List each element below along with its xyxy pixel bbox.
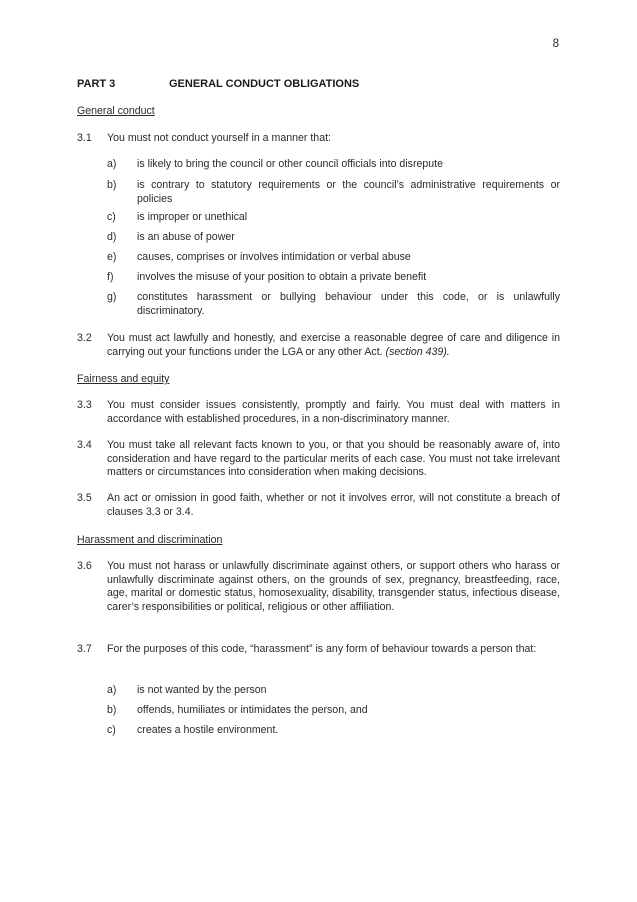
clause-text: An act or omission in good faith, whether or not it involves error, will not constitute a breach of clauses 3.3 or 3.4. bbox=[107, 492, 560, 518]
list-item-3-7-b bbox=[107, 704, 560, 718]
list-text: offends, humiliates or intimidates the person, and bbox=[137, 704, 368, 716]
section-heading-harassment: Harassment and discrimination bbox=[77, 534, 223, 546]
list-item-3-1-g bbox=[107, 291, 560, 318]
section-heading-general-conduct: General conduct bbox=[77, 105, 155, 117]
clause-number: 3.6 bbox=[77, 560, 92, 572]
list-text: is likely to bring the council or other council officials into disrepute bbox=[137, 158, 444, 170]
part-header bbox=[77, 78, 360, 92]
clause-body: You must act lawfully and honestly, and exercise a reasonable degree of care and diligence in carrying out your functions under the LGA or any other Act. bbox=[107, 332, 560, 358]
list-item-3-1-d bbox=[107, 231, 560, 245]
list-item-3-1-f bbox=[107, 271, 560, 285]
list-letter: g) bbox=[107, 291, 117, 303]
clause-text bbox=[107, 332, 560, 359]
list-letter: b) bbox=[107, 179, 117, 191]
list-letter: f) bbox=[107, 271, 114, 283]
clause-number: 3.3 bbox=[77, 399, 92, 411]
list-item-3-7-c bbox=[107, 724, 560, 738]
list-text: is an abuse of power bbox=[137, 231, 235, 243]
list-item-3-1-e bbox=[107, 251, 560, 265]
clause-text: You must consider issues consistently, promptly and fairly. You must deal with matters in accordance with established procedures, in a non-discriminatory manner. bbox=[107, 399, 560, 425]
list-letter: a) bbox=[107, 684, 117, 696]
list-text: causes, comprises or involves intimidation or verbal abuse bbox=[137, 251, 411, 263]
list-text: is improper or unethical bbox=[137, 211, 248, 223]
list-letter: a) bbox=[107, 158, 117, 170]
clause-3-1 bbox=[77, 132, 560, 146]
clause-number: 3.2 bbox=[77, 332, 92, 344]
list-item-3-7-a bbox=[107, 684, 560, 698]
clause-text: You must not conduct yourself in a manner that: bbox=[107, 132, 331, 144]
page-number: 8 bbox=[552, 38, 559, 50]
clause-3-5 bbox=[77, 492, 560, 519]
list-item-3-1-c bbox=[107, 211, 560, 225]
list-letter: d) bbox=[107, 231, 117, 243]
list-letter: e) bbox=[107, 251, 117, 263]
clause-number: 3.7 bbox=[77, 643, 92, 655]
clause-3-4 bbox=[77, 439, 560, 480]
clause-3-7 bbox=[77, 643, 560, 657]
clause-text: For the purposes of this code, “harassment” is any form of behaviour towards a person that: bbox=[107, 643, 537, 655]
part-title: GENERAL CONDUCT OBLIGATIONS bbox=[169, 78, 360, 90]
clause-text: You must take all relevant facts known to you, or that you should be reasonably aware of, into consideration and have regard to the particular merits of each case. You must not take irrelevant matters or circumstances into consideration when making decisions. bbox=[107, 439, 560, 479]
list-letter: b) bbox=[107, 704, 117, 716]
list-item-3-1-b bbox=[107, 179, 560, 206]
list-text: constitutes harassment or bullying behaviour under this code, or is unlawfully discriminatory. bbox=[137, 291, 560, 317]
clause-3-2 bbox=[77, 332, 560, 359]
section-reference: (section 439). bbox=[385, 345, 450, 358]
clause-number: 3.4 bbox=[77, 439, 92, 451]
part-label: PART 3 bbox=[77, 78, 116, 90]
clause-number: 3.5 bbox=[77, 492, 92, 504]
list-text: is not wanted by the person bbox=[137, 684, 267, 696]
list-text: creates a hostile environment. bbox=[137, 724, 279, 736]
clause-3-3 bbox=[77, 399, 560, 426]
clause-3-6 bbox=[77, 560, 560, 614]
clause-text: You must not harass or unlawfully discriminate against others, or support others who harass or unlawfully discriminate against others, on the grounds of sex, pregnancy, breastfeeding, race, age, marital or domestic status, homosexuality, disability, transgender status, infectious disease, carer’s responsibilities or political, religious or other affiliation. bbox=[107, 560, 560, 613]
section-heading-fairness: Fairness and equity bbox=[77, 373, 170, 385]
list-letter: c) bbox=[107, 211, 116, 223]
list-item-3-1-a bbox=[107, 158, 560, 172]
list-letter: c) bbox=[107, 724, 116, 736]
list-text: is contrary to statutory requirements or the council’s administrative requirements or policies bbox=[137, 179, 560, 205]
list-text: involves the misuse of your position to obtain a private benefit bbox=[137, 271, 427, 283]
clause-number: 3.1 bbox=[77, 132, 92, 144]
